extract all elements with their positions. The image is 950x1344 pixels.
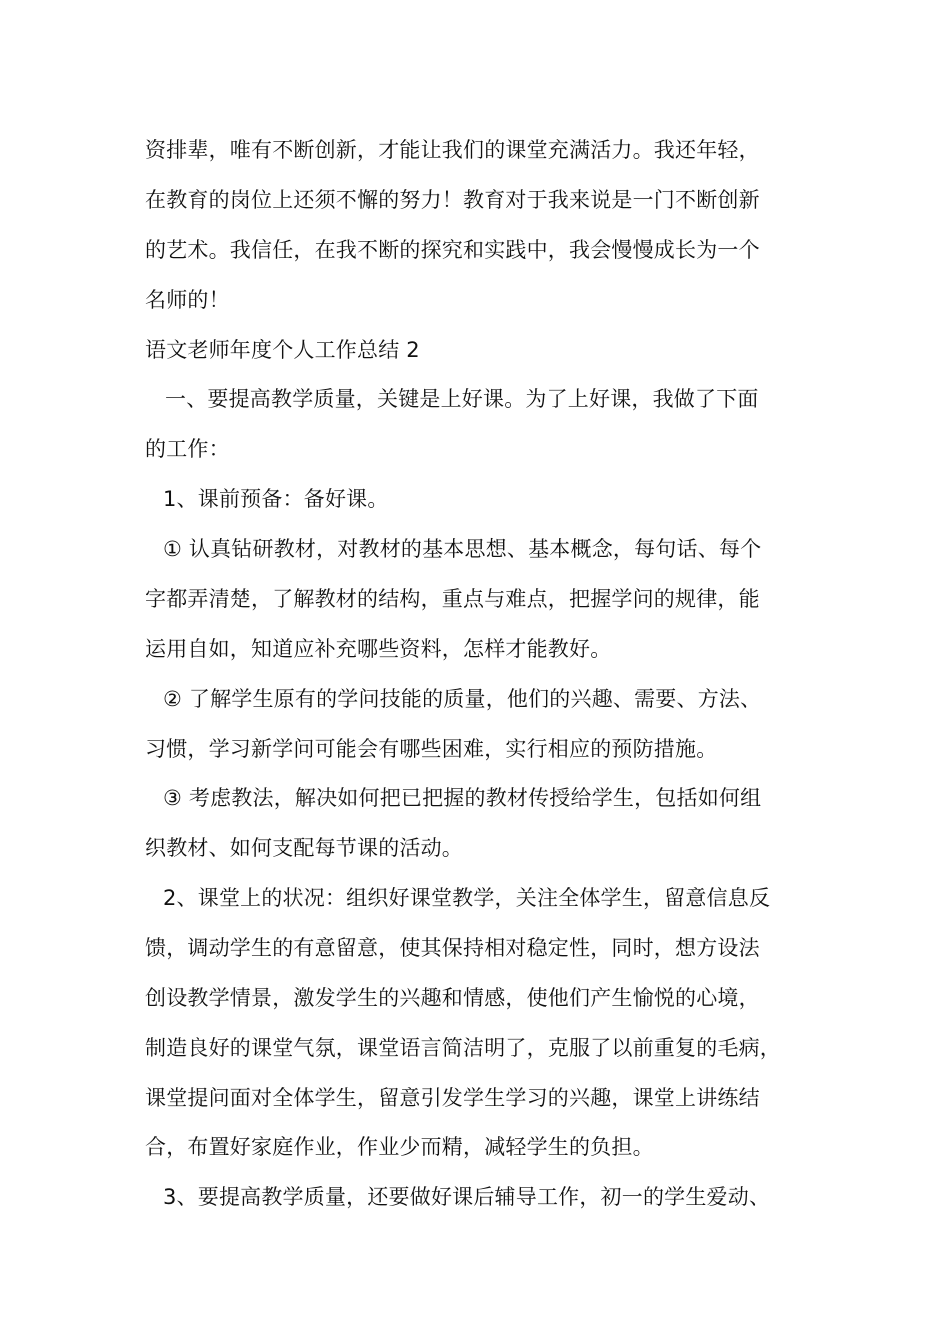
text-line: 课堂提问面对全体学生，留意引发学生学习的兴趣，课堂上讲练结	[145, 1086, 760, 1110]
text-line: 的工作：	[145, 437, 230, 461]
text-line: ③ 考虑教法，解决如何把已把握的教材传授给学生，包括如何组	[163, 786, 762, 810]
text-line: 的艺术。我信任，在我不断的探究和实践中，我会慢慢成长为一个	[145, 238, 760, 262]
text-line: ② 了解学生原有的学问技能的质量，他们的兴趣、需要、方法、	[163, 687, 762, 711]
text-line: 馈，调动学生的有意留意，使其保持相对稳定性，同时，想方设法	[145, 936, 760, 960]
text-line: 1、课前预备：备好课。	[163, 487, 389, 511]
text-line: ① 认真钻研教材，对教材的基本思想、基本概念，每句话、每个	[163, 537, 762, 561]
text-line: 织教材、如何支配每节课的活动。	[145, 836, 463, 860]
text-line: 合，布置好家庭作业，作业少而精，减轻学生的负担。	[145, 1135, 654, 1159]
text-line: 在教育的岗位上还须不懈的努力！教育对于我来说是一门不断创新	[145, 188, 760, 212]
section-heading: 语文老师年度个人工作总结 2	[145, 338, 420, 362]
text-line: 一、要提高教学质量，关键是上好课。为了上好课，我做了下面	[165, 387, 759, 411]
text-line: 名师的！	[145, 288, 230, 312]
text-line: 习惯，学习新学问可能会有哪些困难，实行相应的预防措施。	[145, 737, 718, 761]
text-line: 制造良好的课堂气氛，课堂语言简洁明了，克服了以前重复的毛病，	[145, 1036, 781, 1060]
text-line: 3、要提高教学质量，还要做好课后辅导工作，初一的学生爱动、	[163, 1185, 771, 1209]
text-line: 资排辈，唯有不断创新，才能让我们的课堂充满活力。我还年轻，	[145, 138, 760, 162]
text-line: 2、课堂上的状况：组织好课堂教学，关注全体学生，留意信息反	[163, 886, 771, 910]
text-line: 字都弄清楚，了解教材的结构，重点与难点，把握学问的规律，能	[145, 587, 760, 611]
text-line: 创设教学情景，激发学生的兴趣和情感，使他们产生愉悦的心境，	[145, 986, 760, 1010]
text-line: 运用自如，知道应补充哪些资料，怎样才能教好。	[145, 637, 612, 661]
